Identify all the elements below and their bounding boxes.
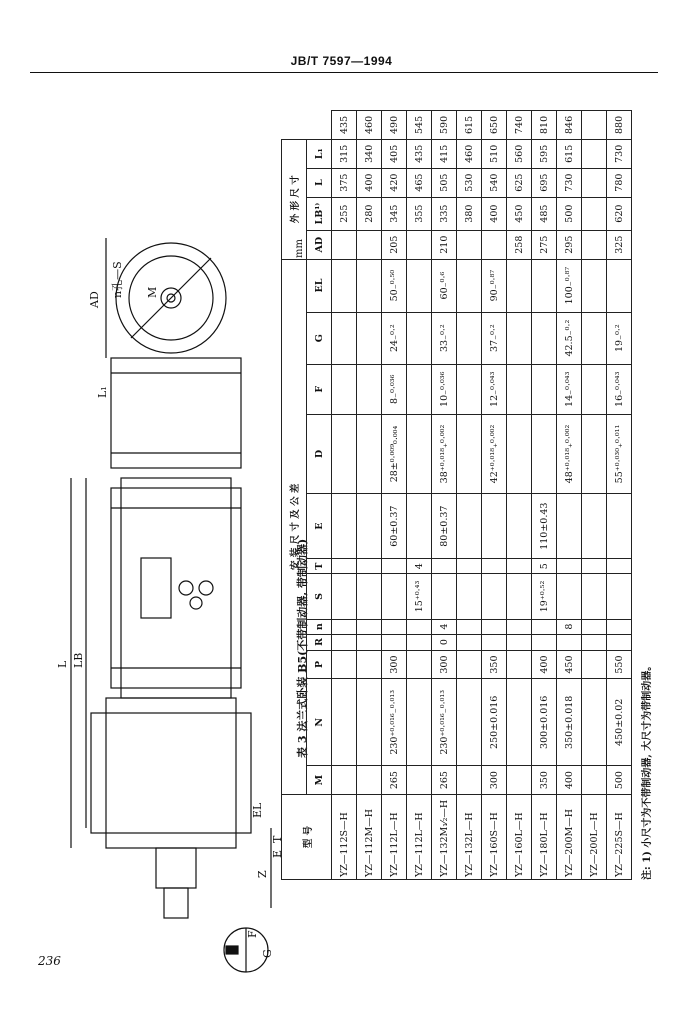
table-cell-d: [357, 414, 382, 493]
col-header: LB¹⁾: [307, 197, 332, 230]
table-cell-lb: 450: [507, 197, 532, 230]
table-cell-lb: 355: [407, 197, 432, 230]
table-cell-g: 24₋⁰·²: [382, 312, 407, 364]
table-cell-l: 695: [532, 168, 557, 197]
table-cell-t: [607, 559, 632, 574]
table-cell-f: [407, 364, 432, 414]
table-cell-r: [582, 634, 607, 650]
table-cell-ad: 205: [382, 230, 407, 259]
table-cell-l2: 490: [382, 111, 407, 140]
table-cell-n: [357, 619, 382, 634]
table-row: [557, 111, 582, 880]
table-cell-lb: 380: [457, 197, 482, 230]
table-cell-el: 60₋⁰·⁶: [432, 259, 457, 312]
table-cell-model: YZ—112L—H: [407, 795, 432, 880]
table-cell-l: [582, 168, 607, 197]
page-number: 236: [38, 954, 61, 968]
table-cell-l2: 460: [357, 111, 382, 140]
header-rule: [30, 72, 658, 73]
table-cell-model: YZ—112L—H: [382, 795, 407, 880]
table-cell-d: [507, 414, 532, 493]
table-cell-ad: [457, 230, 482, 259]
table-cell-n: [407, 619, 432, 634]
table-cell-g: 33₋⁰·²: [432, 312, 457, 364]
table-cell-t: [432, 559, 457, 574]
table-cell-model: YZ—160S—H: [482, 795, 507, 880]
table-cell-n: 250±0.016: [482, 679, 507, 766]
col-header: L: [307, 168, 332, 197]
table-cell-s: [557, 574, 582, 620]
table-cell-s: [457, 574, 482, 620]
table-cell-d: [582, 414, 607, 493]
table-cell-n: [357, 679, 382, 766]
table-row: [332, 111, 357, 880]
table-cell-model: YZ—200L—H: [582, 795, 607, 880]
table-cell-g: [532, 312, 557, 364]
table-cell-lb: 345: [382, 197, 407, 230]
col-header: N: [307, 679, 332, 766]
col-header: EL: [307, 259, 332, 312]
table-cell-l1: 595: [532, 139, 557, 168]
table-cell-n: [507, 619, 532, 634]
table-cell-t: [457, 559, 482, 574]
table-cell-l: 540: [482, 168, 507, 197]
table-cell-el: [507, 259, 532, 312]
table-cell-d: 38⁺⁰·⁰¹⁸₊⁰·⁰⁰²: [432, 414, 457, 493]
table-cell-m: 500: [607, 766, 632, 795]
dim-F: F: [246, 930, 259, 938]
table-cell-ad: 275: [532, 230, 557, 259]
table-cell-s: 15⁺⁰·⁴³: [407, 574, 432, 620]
table-cell-s: [332, 574, 357, 620]
table-cell-ad: 325: [607, 230, 632, 259]
table-cell-l: 420: [382, 168, 407, 197]
table-cell-n: 230⁺⁰·⁰¹⁶₋⁰·⁰¹³: [382, 679, 407, 766]
table-cell-m: 400: [557, 766, 582, 795]
table-cell-model: YZ—200M—H: [557, 795, 582, 880]
table-cell-t: [357, 559, 382, 574]
col-header: AD: [307, 230, 332, 259]
table-cell-d: 42⁺⁰·⁰¹⁸₊⁰·⁰⁰²: [482, 414, 507, 493]
table-cell-g: [407, 312, 432, 364]
table-cell-p: 300: [432, 650, 457, 679]
table-cell-el: [407, 259, 432, 312]
table-cell-ad: [582, 230, 607, 259]
table-cell-el: [357, 259, 382, 312]
group-outline-header: 外 形 尺 寸: [282, 139, 307, 259]
table-cell-el: 50₋⁰·⁵⁰: [382, 259, 407, 312]
table-cell-e: [557, 494, 582, 559]
table-row: [507, 111, 532, 880]
table-cell-m: [507, 766, 532, 795]
table-cell-d: 55⁺⁰·⁰³⁰₊⁰·⁰¹¹: [607, 414, 632, 493]
table-cell-model: YZ—132L—H: [457, 795, 482, 880]
table-cell-n: [582, 679, 607, 766]
table-cell-r: [557, 634, 582, 650]
dim-M: M: [146, 286, 159, 298]
table-note: 注: 1) 小尺寸为不带制动器, 大尺寸为带制动器。: [642, 660, 653, 880]
table-cell-ad: 258: [507, 230, 532, 259]
table-cell-l2: 810: [532, 111, 557, 140]
spec-table: [281, 110, 632, 880]
table-cell-n: [582, 619, 607, 634]
table-cell-l: 780: [607, 168, 632, 197]
table-cell-el: [607, 259, 632, 312]
dim-AD: AD: [88, 291, 101, 308]
col-header: D: [307, 414, 332, 493]
col-model-header: 型 号: [282, 795, 332, 880]
table-cell-f: [332, 364, 357, 414]
table-cell-p: [582, 650, 607, 679]
table-cell-l2: 615: [457, 111, 482, 140]
table-cell-model: YZ—180L—H: [532, 795, 557, 880]
table-cell-el: [582, 259, 607, 312]
table-cell-f: [532, 364, 557, 414]
dim-LB: LB: [72, 652, 85, 668]
table-cell-r: [357, 634, 382, 650]
table-row: [432, 111, 457, 880]
table-cell-model: YZ—160L—H: [507, 795, 532, 880]
table-cell-l2: 435: [332, 111, 357, 140]
table-cell-l: 625: [507, 168, 532, 197]
table-cell-n: [457, 619, 482, 634]
table-cell-l: 730: [557, 168, 582, 197]
table-cell-l1: 560: [507, 139, 532, 168]
table-cell-l2: 740: [507, 111, 532, 140]
table-cell-r: [607, 634, 632, 650]
table-cell-l2: 650: [482, 111, 507, 140]
col-header: L₁: [307, 139, 332, 168]
table-cell-e: [357, 494, 382, 559]
table-cell-p: 300: [382, 650, 407, 679]
table-cell-l: 465: [407, 168, 432, 197]
col-header: R: [307, 634, 332, 650]
table-cell-l2: 590: [432, 111, 457, 140]
table-cell-l1: [582, 139, 607, 168]
table-cell-p: [332, 650, 357, 679]
table-cell-l2: 846: [557, 111, 582, 140]
table-cell-n: [332, 619, 357, 634]
dim-L: L: [56, 660, 69, 668]
table-cell-g: [457, 312, 482, 364]
table-wrapper: [281, 110, 653, 880]
table-cell-f: 14₋⁰·⁰⁴³: [557, 364, 582, 414]
table-cell-n: [332, 679, 357, 766]
table-cell-ad: [407, 230, 432, 259]
page-header: JB/T 7597—1994: [290, 54, 393, 68]
table-cell-d: [407, 414, 432, 493]
table-cell-l2: 880: [607, 111, 632, 140]
table-cell-m: 350: [532, 766, 557, 795]
table-cell-r: [507, 634, 532, 650]
table-cell-n: [482, 619, 507, 634]
table-row: [357, 111, 382, 880]
table-cell-m: [407, 766, 432, 795]
dim-EL: EL: [251, 802, 264, 818]
table-cell-t: [482, 559, 507, 574]
table-cell-e: [332, 494, 357, 559]
table-cell-d: [457, 414, 482, 493]
table-row: [607, 111, 632, 880]
table-cell-e: [457, 494, 482, 559]
table-cell-s: [507, 574, 532, 620]
table-cell-el: [332, 259, 357, 312]
table-caption: 表 3 法兰式卧装 B5(不带制动器, 带制动器): [296, 538, 309, 758]
table-cell-l: 505: [432, 168, 457, 197]
dim-L1: L₁: [96, 386, 109, 398]
table-cell-t: 4: [407, 559, 432, 574]
table-cell-f: 12₋⁰·⁰⁴³: [482, 364, 507, 414]
table-cell-g: [507, 312, 532, 364]
table-cell-s: 19⁺⁰·⁵²: [532, 574, 557, 620]
col-header: M: [307, 766, 332, 795]
table-cell-p: [407, 650, 432, 679]
table-cell-l2: 545: [407, 111, 432, 140]
table-body: [332, 111, 632, 880]
table-cell-lb: 400: [482, 197, 507, 230]
table-cell-n: [382, 619, 407, 634]
table-cell-lb: 280: [357, 197, 382, 230]
table-cell-e: [407, 494, 432, 559]
dim-T: T: [271, 835, 284, 843]
dim-G: G: [261, 949, 274, 958]
table-cell-p: 550: [607, 650, 632, 679]
table-cell-lb: 255: [332, 197, 357, 230]
table-cell-n: 450±0.02: [607, 679, 632, 766]
table-cell-r: [382, 634, 407, 650]
table-cell-l: 530: [457, 168, 482, 197]
table-cell-f: [357, 364, 382, 414]
table-cell-l: 375: [332, 168, 357, 197]
table-row: [532, 111, 557, 880]
table-cell-g: [582, 312, 607, 364]
col-header: S: [307, 574, 332, 620]
table-cell-model: YZ—225S—H: [607, 795, 632, 880]
table-cell-m: [582, 766, 607, 795]
table-cell-el: 90₋⁰·⁸⁷: [482, 259, 507, 312]
table-cell-d: 28±⁰·⁰⁰⁹₀.₀₀₄: [382, 414, 407, 493]
table-cell-p: [507, 650, 532, 679]
table-cell-g: 19₋⁰·²: [607, 312, 632, 364]
table-row: [457, 111, 482, 880]
table-cell-n: 300±0.016: [532, 679, 557, 766]
table-cell-m: 265: [382, 766, 407, 795]
table-cell-f: 16₋⁰·⁰⁴³: [607, 364, 632, 414]
dim-E: E: [271, 849, 284, 858]
table-cell-n: 230⁺⁰·⁰¹⁶₋⁰·⁰¹³: [432, 679, 457, 766]
table-cell-t: [557, 559, 582, 574]
table-cell-ad: [357, 230, 382, 259]
col-header: E: [307, 494, 332, 559]
table-cell-l1: 615: [557, 139, 582, 168]
table-cell-lb: 500: [557, 197, 582, 230]
table-cell-model: YZ—112M—H: [357, 795, 382, 880]
table-cell-n: [457, 679, 482, 766]
table-cell-m: [457, 766, 482, 795]
col-header: T: [307, 559, 332, 574]
table-cell-s: [607, 574, 632, 620]
table-cell-g: 42.5₋⁰·²: [557, 312, 582, 364]
table-cell-t: [332, 559, 357, 574]
table-cell-r: [407, 634, 432, 650]
table-cell-n: [607, 619, 632, 634]
table-cell-g: [357, 312, 382, 364]
table-cell-e: 60±0.37: [382, 494, 407, 559]
table-cell-el: 100₋⁰·⁸⁷: [557, 259, 582, 312]
col-header: n: [307, 619, 332, 634]
table-cell-s: [382, 574, 407, 620]
table-cell-lb: 620: [607, 197, 632, 230]
table-cell-m: [357, 766, 382, 795]
table-cell-l2: [582, 111, 607, 140]
col-header: G: [307, 312, 332, 364]
table-cell-r: [332, 634, 357, 650]
table-cell-l1: 730: [607, 139, 632, 168]
table-cell-r: [457, 634, 482, 650]
table-cell-n: [407, 679, 432, 766]
table-cell-f: [507, 364, 532, 414]
table-cell-l1: 315: [332, 139, 357, 168]
table-cell-l1: 435: [407, 139, 432, 168]
table-cell-ad: 210: [432, 230, 457, 259]
table-cell-n: [507, 679, 532, 766]
table-row: [582, 111, 607, 880]
table-cell-lb: 335: [432, 197, 457, 230]
table-cell-f: 10₋⁰·⁰³⁶: [432, 364, 457, 414]
table-cell-l1: 415: [432, 139, 457, 168]
table-cell-ad: [332, 230, 357, 259]
table-cell-s: [357, 574, 382, 620]
table-row: [382, 111, 407, 880]
table-cell-m: 300: [482, 766, 507, 795]
table-cell-e: [507, 494, 532, 559]
table-cell-lb: 485: [532, 197, 557, 230]
table-row: [407, 111, 432, 880]
table-cell-n: 8: [557, 619, 582, 634]
table-cell-m: 265: [432, 766, 457, 795]
table-cell-t: [507, 559, 532, 574]
table-cell-p: [357, 650, 382, 679]
table-cell-n: [532, 619, 557, 634]
table-cell-ad: [482, 230, 507, 259]
table-cell-n: 350±0.018: [557, 679, 582, 766]
table-cell-s: [432, 574, 457, 620]
table-cell-l1: 460: [457, 139, 482, 168]
col-header: P: [307, 650, 332, 679]
table-cell-g: 37₋⁰·²: [482, 312, 507, 364]
dim-nS: n孔—S: [111, 261, 124, 298]
table-cell-e: 110±0.43: [532, 494, 557, 559]
table-cell-p: 350: [482, 650, 507, 679]
table-cell-d: [532, 414, 557, 493]
table-cell-r: 0: [432, 634, 457, 650]
table-cell-f: [582, 364, 607, 414]
table-cell-p: 400: [532, 650, 557, 679]
col-header: F: [307, 364, 332, 414]
dim-Z: Z: [256, 870, 269, 878]
table-cell-d: [332, 414, 357, 493]
table-cell-r: [532, 634, 557, 650]
table-row: [482, 111, 507, 880]
table-cell-p: 450: [557, 650, 582, 679]
table-cell-l1: 405: [382, 139, 407, 168]
table-cell-e: [607, 494, 632, 559]
table-cell-p: [457, 650, 482, 679]
table-cell-f: 8₋⁰·⁰³⁶: [382, 364, 407, 414]
table-cell-f: [457, 364, 482, 414]
table-cell-m: [332, 766, 357, 795]
table-cell-g: [332, 312, 357, 364]
table-cell-l: 400: [357, 168, 382, 197]
table-cell-n: 4: [432, 619, 457, 634]
table-cell-e: [482, 494, 507, 559]
motor-drawing: [46, 222, 296, 998]
table-cell-t: [582, 559, 607, 574]
table-cell-t: [382, 559, 407, 574]
table-cell-ad: 295: [557, 230, 582, 259]
table-cell-r: [482, 634, 507, 650]
unit-label: mm: [294, 239, 305, 258]
table-cell-l1: 510: [482, 139, 507, 168]
table-cell-e: 80±0.37: [432, 494, 457, 559]
table-cell-l1: 340: [357, 139, 382, 168]
table-cell-model: YZ—132M₁⁄₂—H: [432, 795, 457, 880]
table-cell-lb: [582, 197, 607, 230]
table-cell-el: [532, 259, 557, 312]
group-install-header: 安 装 尺 寸 及 公 差: [282, 259, 307, 794]
table-cell-s: [482, 574, 507, 620]
table-cell-s: [582, 574, 607, 620]
table-cell-e: [582, 494, 607, 559]
table-cell-d: 48⁺⁰·⁰¹⁸₊⁰·⁰⁰²: [557, 414, 582, 493]
table-cell-model: YZ—112S—H: [332, 795, 357, 880]
table-cell-el: [457, 259, 482, 312]
table-cell-t: 5: [532, 559, 557, 574]
